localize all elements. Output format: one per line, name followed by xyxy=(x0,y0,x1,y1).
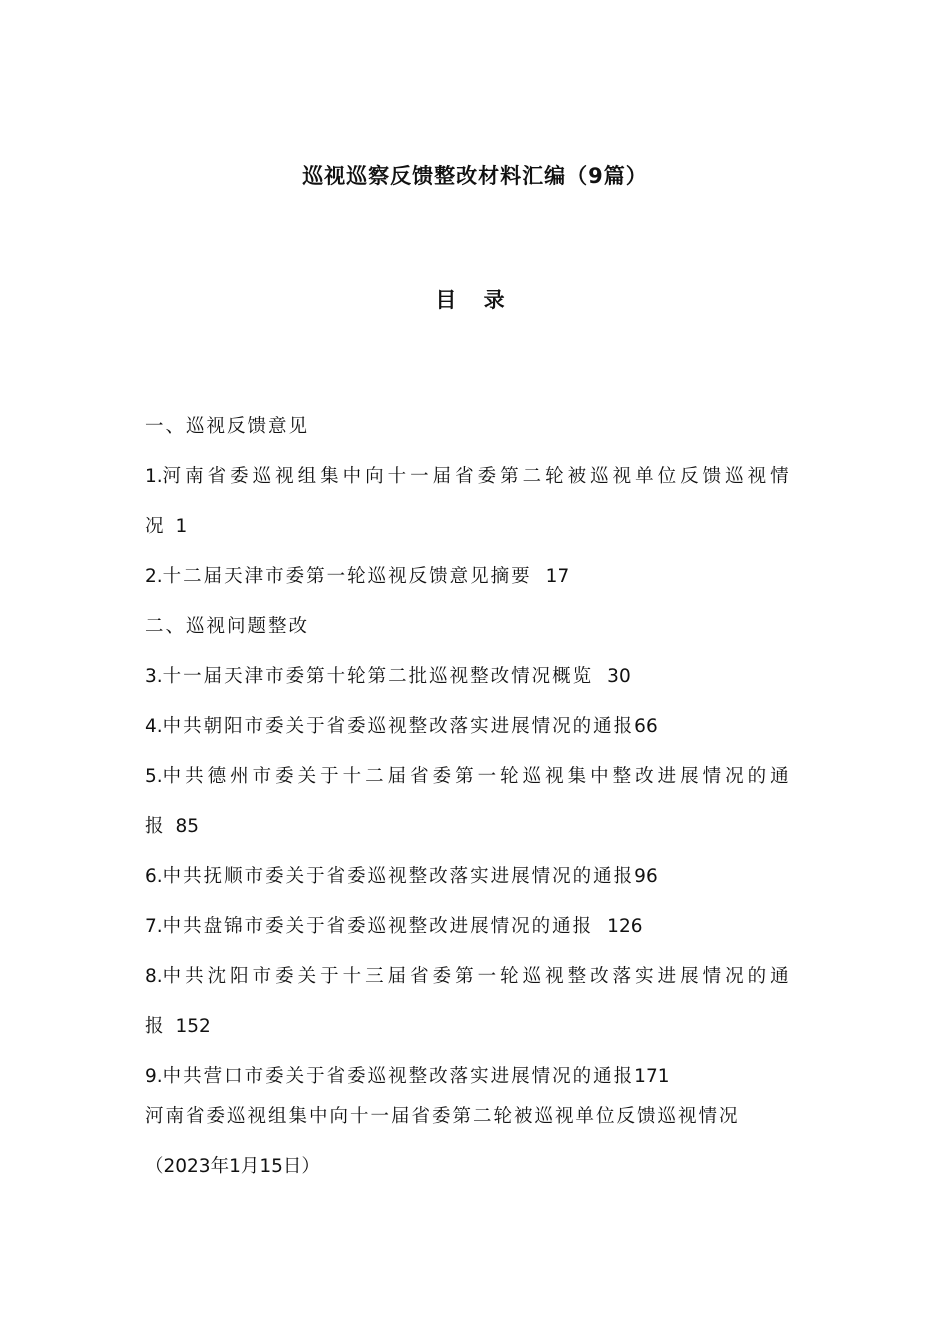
toc-item-1-continuation[interactable] xyxy=(145,502,810,552)
toc-item-number: 7. xyxy=(145,916,163,937)
toc-item-title: 中共沈阳市委关于十三届省委第一轮巡视整改落实进展情况的通 xyxy=(162,966,793,987)
toc-item-6[interactable] xyxy=(145,852,810,902)
toc-item-title: 河南省委巡视组集中向十一届省委第二轮被巡视单位反馈巡视情 xyxy=(162,466,793,487)
toc-item-title: 中共盘锦市委关于省委巡视整改进展情况的通报 xyxy=(162,916,594,937)
toc-section-2-label: 二、巡视问题整改 xyxy=(145,616,310,637)
toc-item-7[interactable] xyxy=(145,902,810,952)
body-section-date: （2023年1月15日） xyxy=(145,1156,320,1177)
toc-item-title-continued: 报 xyxy=(145,1016,166,1037)
toc-page-number: 30 xyxy=(607,666,631,687)
toc-item-1[interactable] xyxy=(145,452,810,502)
toc-item-5-continuation[interactable] xyxy=(145,802,810,852)
toc-section-1-label: 一、巡视反馈意见 xyxy=(145,416,310,437)
toc-page-number: 17 xyxy=(545,566,570,587)
toc-item-2[interactable] xyxy=(145,552,810,602)
toc-page-number: 171 xyxy=(634,1066,670,1087)
toc-item-4[interactable] xyxy=(145,702,810,752)
toc-item-number: 6. xyxy=(145,866,163,887)
toc-page-number: 96 xyxy=(634,866,658,887)
toc-item-title: 中共抚顺市委关于省委巡视整改落实进展情况的通报 xyxy=(162,866,635,887)
body-section-heading: 河南省委巡视组集中向十一届省委第二轮被巡视单位反馈巡视情况 xyxy=(145,1106,740,1127)
toc-item-title-continued: 况 xyxy=(145,516,166,537)
toc-item-number: 8. xyxy=(145,966,163,987)
toc-item-title: 十二届天津市委第一轮巡视反馈意见摘要 xyxy=(162,566,532,587)
toc-item-title: 中共德州市委关于十二届省委第一轮巡视集中整改进展情况的通 xyxy=(162,766,793,787)
toc-item-number: 9. xyxy=(145,1066,163,1087)
toc-page-number: 66 xyxy=(634,716,658,737)
toc-item-title-continued: 报 xyxy=(145,816,166,837)
toc-page-number: 85 xyxy=(175,816,200,837)
toc-section-2 xyxy=(145,602,810,652)
toc-page-number: 126 xyxy=(607,916,643,937)
toc-item-3[interactable] xyxy=(145,652,810,702)
toc-item-number: 2. xyxy=(145,566,163,587)
toc-item-number: 3. xyxy=(145,666,163,687)
document-title: 巡视巡察反馈整改材料汇编（9篇） xyxy=(302,164,648,188)
toc-item-number: 5. xyxy=(145,766,163,787)
toc-page-number: 1 xyxy=(175,516,188,537)
toc-item-5[interactable] xyxy=(145,752,810,802)
toc-section-1 xyxy=(145,402,810,452)
toc-page-number: 152 xyxy=(175,1016,211,1037)
toc-item-title: 中共营口市委关于省委巡视整改落实进展情况的通报 xyxy=(162,1066,635,1087)
toc-item-title: 中共朝阳市委关于省委巡视整改落实进展情况的通报 xyxy=(162,716,635,737)
toc-heading: 目 录 xyxy=(435,288,515,312)
toc-item-8[interactable] xyxy=(145,952,810,1002)
toc-item-title: 十一届天津市委第十轮第二批巡视整改情况概览 xyxy=(162,666,594,687)
toc-item-number: 1. xyxy=(145,466,163,487)
toc-item-8-continuation[interactable] xyxy=(145,1002,810,1052)
table-of-contents xyxy=(145,402,810,1102)
toc-item-number: 4. xyxy=(145,716,163,737)
